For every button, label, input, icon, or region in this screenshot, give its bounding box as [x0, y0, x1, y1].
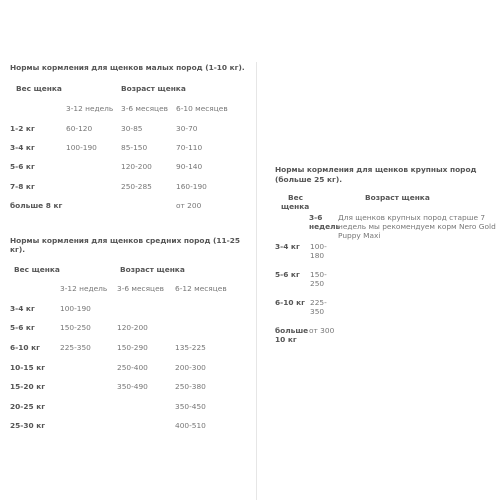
medium-cell: 250-380: [175, 382, 206, 391]
medium-row-weight: 10-15 кг: [10, 363, 46, 372]
medium-col-header: 3-12 недель: [60, 284, 108, 293]
column-divider: [256, 62, 257, 500]
large-breeds-title: Нормы кормления для щенков крупных пород: [275, 165, 477, 174]
large-col-header: 3-6: [309, 213, 323, 222]
small-row-weight: 5-6 кг: [10, 162, 35, 171]
medium-col-header: 3-6 месяцев: [117, 284, 164, 293]
small-col-header: 3-12 недель: [66, 104, 114, 113]
medium-cell: 400-510: [175, 421, 206, 430]
small-cell: 100-190: [66, 143, 97, 152]
medium-cell: 350-490: [117, 382, 148, 391]
medium-cell: 135-225: [175, 343, 206, 352]
small-row-weight: 7-8 кг: [10, 182, 35, 191]
medium-row-weight: 15-20 кг: [10, 382, 46, 391]
large-cell: 225-: [310, 298, 327, 307]
medium-weight-header: Вес щенка: [14, 265, 60, 274]
large-cell-cont: 180: [310, 251, 325, 260]
large-weight-header: Вес: [288, 193, 304, 202]
medium-cell: 350-450: [175, 402, 206, 411]
small-cell: 70-110: [176, 143, 203, 152]
small-cell: 90-140: [176, 162, 203, 171]
large-weight-header-cont: щенка: [281, 202, 310, 211]
small-age-header: Возраст щенка: [121, 84, 186, 93]
large-cell-cont: 350: [310, 307, 325, 316]
medium-cell: 120-200: [117, 323, 148, 332]
small-cell: от 200: [176, 201, 202, 210]
medium-age-header: Возраст щенка: [120, 265, 185, 274]
large-cell: 100-: [310, 242, 327, 251]
medium-cell: 200-300: [175, 363, 206, 372]
medium-row-weight: 5-6 кг: [10, 323, 35, 332]
small-col-header: 6-10 месяцев: [176, 104, 228, 113]
medium-cell: 100-190: [60, 304, 91, 313]
large-row-weight: больше: [275, 326, 309, 335]
large-recommendation-note: Для щенков крупных пород старше 7 недель мы рекомендуем корм Nero Gold Puppy Maxi: [338, 213, 496, 240]
small-row-weight: больше 8 кг: [10, 201, 63, 210]
small-row-weight: 3-4 кг: [10, 143, 35, 152]
large-row-weight: 3-4 кг: [275, 242, 300, 251]
large-col-header-cont: недель: [309, 222, 341, 231]
small-col-header: 3-6 месяцев: [121, 104, 168, 113]
medium-cell: 150-290: [117, 343, 148, 352]
large-breeds-title-cont: (больше 25 кг).: [275, 175, 343, 184]
small-cell: 60-120: [66, 124, 93, 133]
medium-breeds-title: Нормы кормления для щенков средних пород (11-25: [10, 236, 241, 245]
medium-row-weight: 25-30 кг: [10, 421, 46, 430]
small-cell: 85-150: [121, 143, 148, 152]
medium-row-weight: 3-4 кг: [10, 304, 35, 313]
small-breeds-title: Нормы кормления для щенков малых пород (1-10 кг).: [10, 63, 245, 72]
large-cell: 150-: [310, 270, 327, 279]
small-weight-header: Вес щенка: [16, 84, 62, 93]
medium-col-header: 6-12 месяцев: [175, 284, 227, 293]
large-cell: от 300: [309, 326, 335, 335]
medium-breeds-title-cont: кг).: [10, 245, 26, 254]
medium-row-weight: 20-25 кг: [10, 402, 46, 411]
large-row-weight-cont: 10 кг: [275, 335, 297, 344]
medium-cell: 225-350: [60, 343, 91, 352]
large-row-weight: 5-6 кг: [275, 270, 300, 279]
small-cell: 160-190: [176, 182, 207, 191]
small-cell: 120-200: [121, 162, 152, 171]
large-cell-cont: 250: [310, 279, 325, 288]
medium-cell: 250-400: [117, 363, 148, 372]
large-row-weight: 6-10 кг: [275, 298, 305, 307]
medium-cell: 150-250: [60, 323, 91, 332]
small-row-weight: 1-2 кг: [10, 124, 35, 133]
large-age-header: Возраст щенка: [365, 193, 430, 202]
small-cell: 250-285: [121, 182, 152, 191]
small-cell: 30-70: [176, 124, 198, 133]
small-cell: 30-85: [121, 124, 143, 133]
medium-row-weight: 6-10 кг: [10, 343, 40, 352]
